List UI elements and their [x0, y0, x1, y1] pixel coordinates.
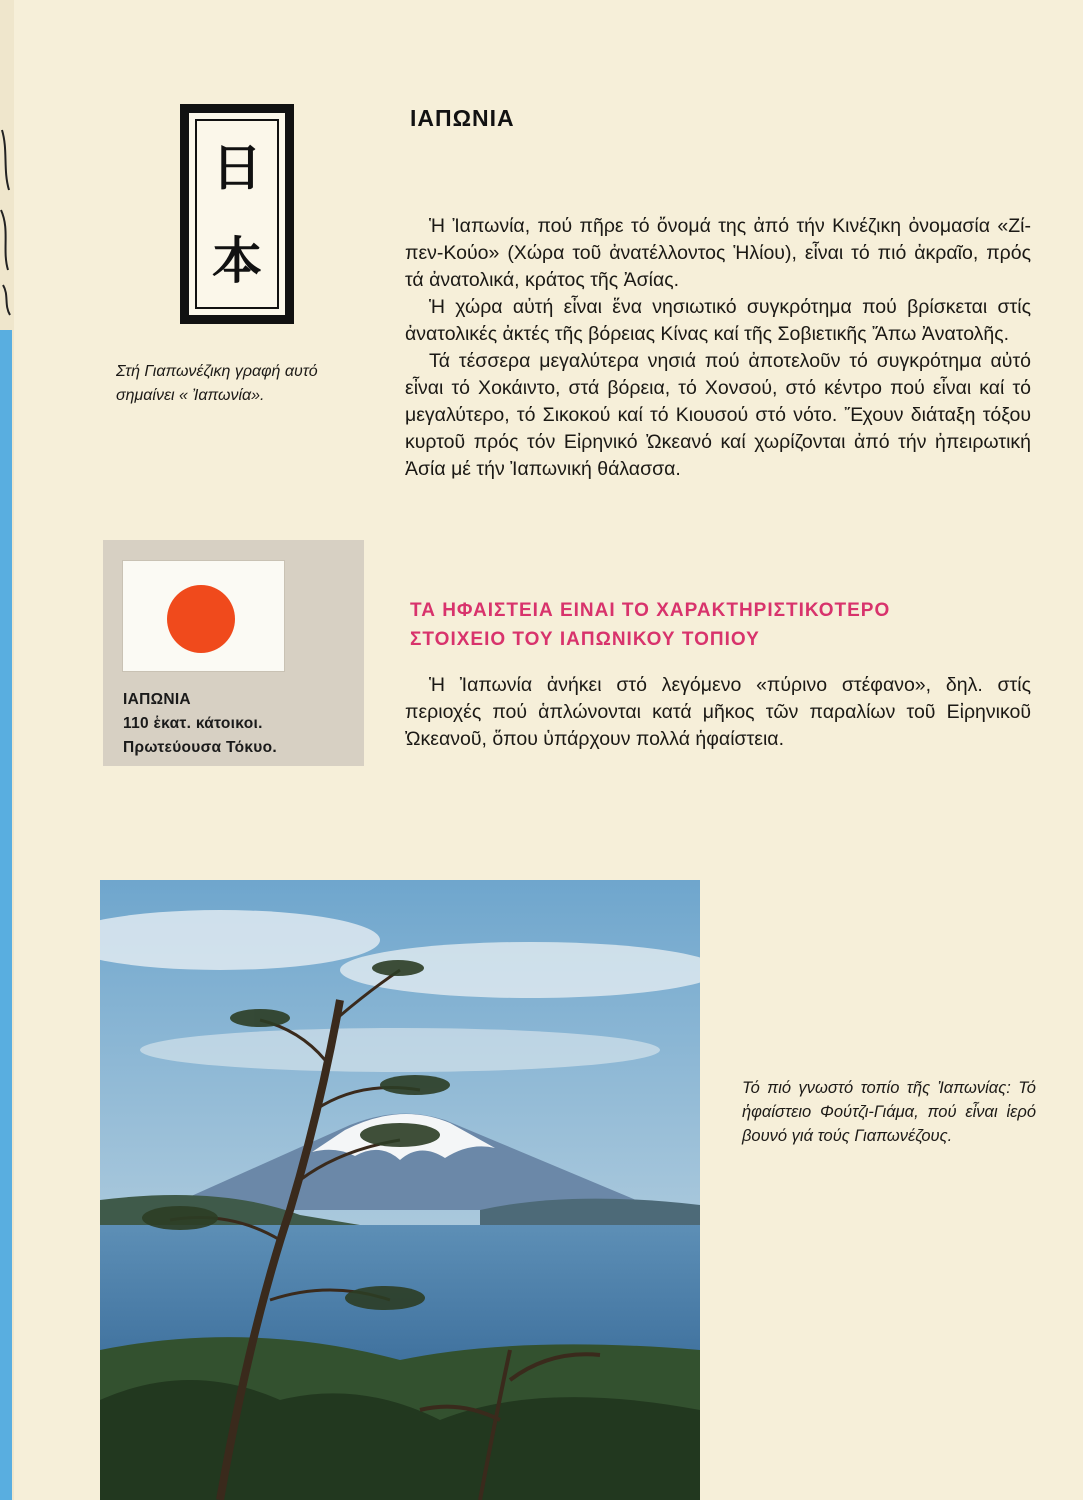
intro-paragraph: Ἡ Ἰαπωνία, πού πῆρε τό ὄνομά της ἀπό τήν Κινέζικη ὀνομασία «Ζί-πεν-Κούο» (Χώρα τοῦ ἀνατέλλοντος Ἡλίου), εἶναι τό πιό ἀκραῖο, πρός τά ἀνατολικά, κράτος τῆς Ἀσίας. [405, 215, 1031, 291]
page-title: ΙΑΠΩΝΙΑ [410, 105, 515, 131]
subheading-line: ΣΤΟΙΧΕΙΟ ΤΟΥ ΙΑΠΩΝΙΚΟΥ ΤΟΠΙΟΥ [410, 629, 760, 650]
page-edge-color-strip [0, 330, 12, 1500]
country-facts [123, 688, 359, 760]
country-name: ΙΑΠΩΝΙΑ [123, 691, 191, 708]
kanji-caption: Στή Γιαπωνέζικη γραφή αυτό σημαίνει « Ἰαπωνία». [116, 363, 318, 404]
country-population: 110 ἑκατ. κάτοικοι. [123, 715, 263, 732]
intro-paragraph: Ἡ χώρα αὐτή εἶναι ἕνα νησιωτικό συγκρότημα πού βρίσκεται στίς ἀνατολικές ἀκτές τῆς βόρειας Κίνας καί τῆς Σοβιετικῆς Ἄπω Ἀνατολῆς. [405, 296, 1031, 345]
kanji-inner-frame [195, 119, 279, 309]
kanji-origin-character: 本 [212, 231, 262, 290]
subheading-line: ΤΑ ΗΦΑΙΣΤΕΙΑ ΕΙΝΑΙ ΤΟ ΧΑΡΑΚΤΗΡΙΣΤΙΚΟΤΕΡΟ [410, 600, 891, 621]
volcano-section [405, 672, 1031, 753]
country-info-panel [103, 540, 364, 766]
kanji-sun-character: 日 [212, 138, 262, 197]
intro-section [405, 213, 1031, 483]
country-capital: Πρωτεύουσα Τόκυο. [123, 739, 277, 756]
intro-paragraph: Τά τέσσερα μεγαλύτερα νησιά πού ἀποτελοῦν τό συγκρότημα αὐτό εἶναι τό Χοκάιντο, στά βόρεια, τό Χονσού, στό κέντρο πού εἶναι καί τό μεγαλύτερο, τό Σικοκού καί τό Κιουσού στό νότο. Ἔχουν διάταξη τόξου κυρτοῦ πρός τόν Εἰρηνικό Ὠκεανό καί χωρίζονται ἀπό τήν ἠπειρωτική Ἀσία μέ τήν Ἰαπωνική θάλασσα. [405, 350, 1031, 480]
photo-caption: Τό πιό γνωστό τοπίο τῆς Ἰαπωνίας: Τό ἡφαίστειο Φούτζι-Γιάμα, πού εἶναι ἱερό βουνό γιά τούς Γιαπωνέζους. [742, 1079, 1036, 1145]
japan-flag-icon [122, 560, 285, 672]
flag-red-disc [167, 585, 235, 653]
page-edge-ink-marks [0, 120, 12, 320]
kanji-frame [180, 104, 294, 324]
mount-fuji-photo [100, 880, 700, 1500]
volcano-paragraph: Ἡ Ἰαπωνία ἀνήκει στό λεγόμενο «πύρινο στέφανο», δηλ. στίς περιοχές πού ἁπλώνονται κατά μῆκος τῶν παραλίων τοῦ Εἰρηνικοῦ Ὠκεανοῦ, ὅπου ὑπάρχουν πολλά ἡφαίστεια. [405, 674, 1031, 750]
section-subheading [410, 596, 1030, 654]
